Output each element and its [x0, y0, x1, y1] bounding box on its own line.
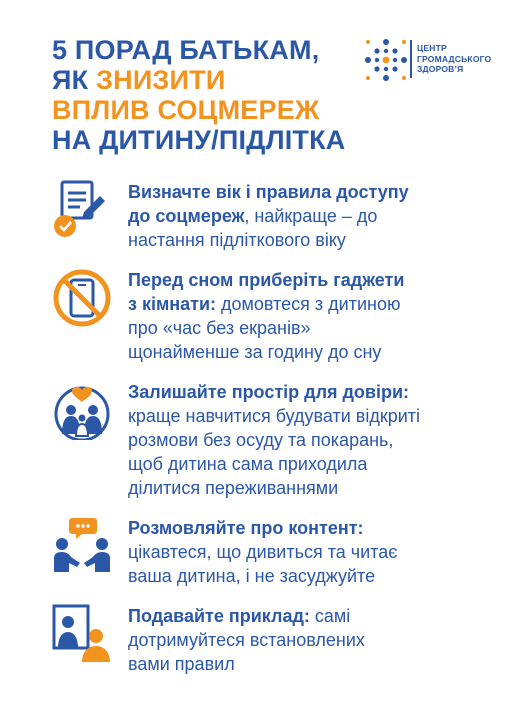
tip-1-rest-1: , найкраще – до [244, 206, 378, 226]
conversation-icon [52, 516, 112, 576]
tip-4-rest-2: ваша дитина, і не засуджуйте [128, 566, 376, 586]
tip-4-bold-1: Розмовляйте про контент: [128, 518, 364, 538]
tip-2-rest-3: щонайменше за годину до сну [128, 342, 382, 362]
title-line-1: 5 ПОРАД БАТЬКАМ, [52, 35, 320, 65]
logo-text [417, 43, 491, 75]
tip-3-rest-3: щоб дитина сама приходила [128, 454, 368, 474]
page-title [52, 35, 346, 155]
tip-5-rest-1: самі [309, 606, 351, 626]
tip-3-rest-1: краще навчитися будувати відкриті [128, 406, 421, 426]
title-line-3: ВПЛИВ СОЦМЕРЕЖ [52, 95, 320, 125]
tip-3-text [128, 380, 508, 500]
tip-3-bold-1: Залишайте простір для довіри: [128, 382, 410, 402]
tip-2-rest-2: про «час без екранів» [128, 318, 311, 338]
tip-4-text [128, 516, 508, 588]
title-highlight: ЗНИЗИТИ [96, 65, 226, 95]
tip-1-rest-2: настання підліткового віку [128, 230, 346, 250]
tip-5-text [128, 604, 508, 676]
tip-1-bold-1: Визначте вік і правила доступу [128, 182, 409, 202]
tip-1-text [128, 180, 508, 252]
tip-2-bold-2: з кімнати: [128, 294, 217, 314]
logo-divider [410, 40, 412, 78]
no-phone-icon [52, 268, 112, 328]
tip-5-bold-1: Подавайте приклад: [128, 606, 310, 626]
organization-logo [364, 38, 494, 84]
tip-4-rest-1: цікавтеся, що дивиться та читає [128, 542, 398, 562]
tip-3-rest-2: розмови без осуду та покарань, [128, 430, 394, 450]
logo-dots-icon [364, 38, 408, 82]
logo-line-3: ЗДОРОВ’Я [417, 64, 464, 74]
tip-2-text [128, 268, 508, 364]
family-heart-icon [52, 380, 112, 440]
document-check-icon [52, 180, 112, 240]
tip-2-rest-1: домовтеся з дитиною [216, 294, 401, 314]
logo-line-1: ЦЕНТР [417, 43, 447, 53]
tip-3-rest-4: ділитися переживаннями [128, 478, 339, 498]
person-screen-icon [52, 604, 112, 664]
title-line-2a: ЯК [52, 65, 96, 95]
title-line-4: НА ДИТИНУ/ПІДЛІТКА [52, 125, 346, 155]
logo-line-2: ГРОМАДСЬКОГО [417, 53, 492, 64]
tip-5-rest-2: дотримуйтеся встановлених [128, 630, 365, 650]
tip-2-bold-1: Перед сном приберіть гаджети [128, 270, 405, 290]
tip-1-bold-2: до соцмереж [128, 206, 245, 226]
tip-5-rest-3: вами правил [128, 654, 235, 674]
